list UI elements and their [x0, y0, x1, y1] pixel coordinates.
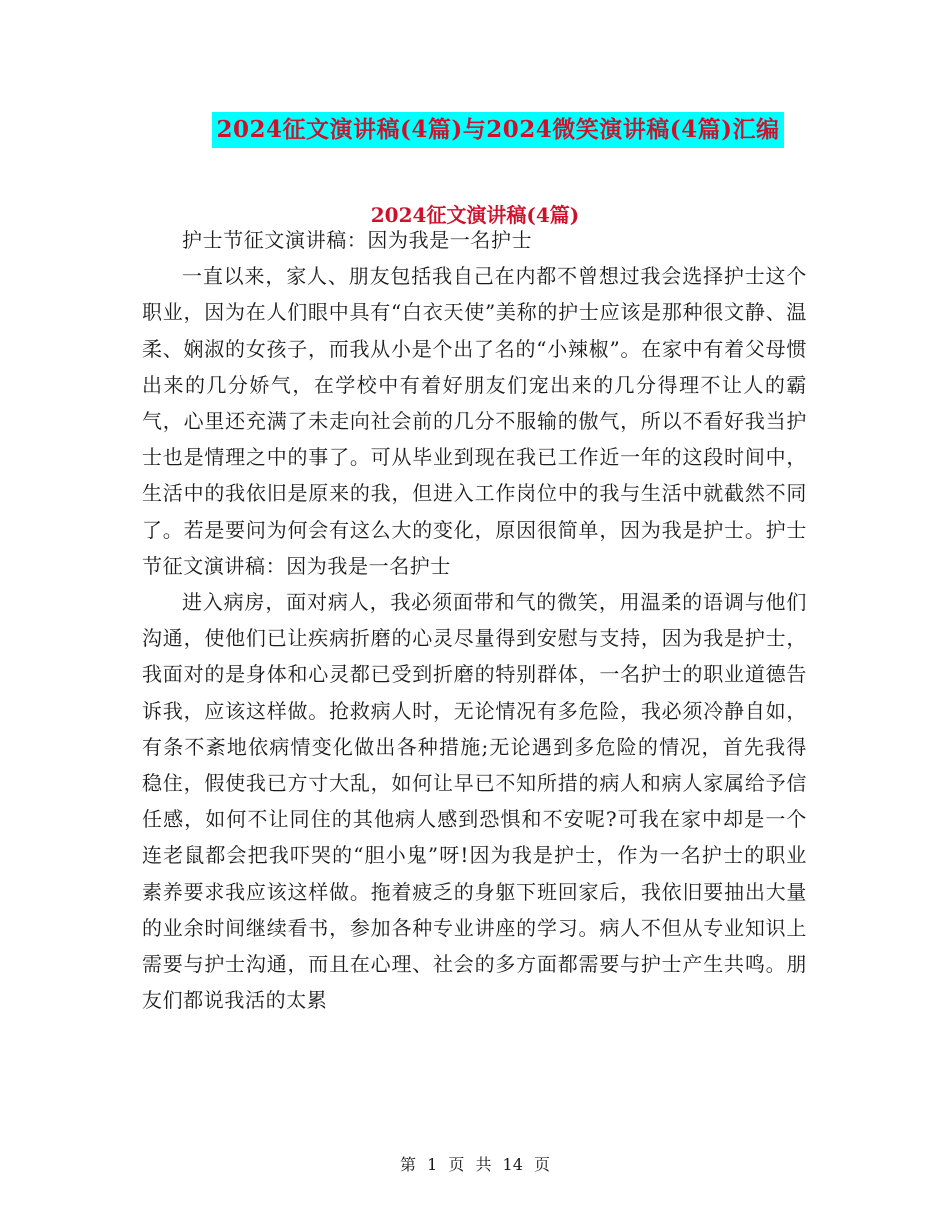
paragraph: 进入病房，面对病人，我必须面带和气的微笑，用温柔的语调与他们沟通，使他们已让疾病折磨的心灵尽量得到安慰与支持，因为我是护士，我面对的是身体和心灵都已受到折磨的特别群体，一名护士的职业道德告诉我，应该这样做。抢救病人时，无论情况有多危险，我必须冷静自如，有条不紊地依病情变化做出各种措施;无论遇到多危险的情况，首先我得稳住，假使我已方寸大乱，如何让早已不知所措的病人和病人家属给予信任感，如何不让同住的其他病人感到恐惧和不安呢?可我在家中却是一个连老鼠都会把我吓哭的“胆小鬼”呀!因为我是护士，作为一名护士的职业素养要求我应该这样做。拖着疲乏的身躯下班回家后，我依旧要抽出大量的业余时间继续看书，参加各种专业讲座的学习。病人不但从专业知识上需要与护士沟通，而且在心理、社会的多方面都需要与护士产生共鸣。朋友们都说我活的太累	[142, 590, 807, 1013]
page-footer: 第 1 页 共 14 页	[400, 1155, 550, 1174]
section-title: 2024征文演讲稿(4篇)	[370, 203, 580, 227]
main-title: 2024征文演讲稿(4篇)与2024微笑演讲稿(4篇)汇编	[212, 112, 783, 148]
paragraph-subtitle: 护士节征文演讲稿：因为我是一名护士	[182, 228, 533, 252]
body-text	[142, 222, 807, 1018]
paragraph: 一直以来，家人、朋友包括我自己在内都不曾想过我会选择护士这个职业，因为在人们眼中具有“白衣天使”美称的护士应该是那种很文静、温柔、娴淑的女孩子，而我从小是个出了名的“小辣椒”。在家中有着父母惯出来的几分娇气，在学校中有着好朋友们宠出来的几分得理不让人的霸气，心里还充满了未走向社会前的几分不服输的傲气，所以不看好我当护士也是情理之中的事了。可从毕业到现在我已工作近一年的这段时间中，生活中的我依旧是原来的我，但进入工作岗位中的我与生活中就截然不同了。若是要问为何会有这么大的变化，原因很简单，因为我是护士。护士节征文演讲稿：因为我是一名护士	[142, 264, 807, 578]
main-title-row	[0, 112, 950, 148]
